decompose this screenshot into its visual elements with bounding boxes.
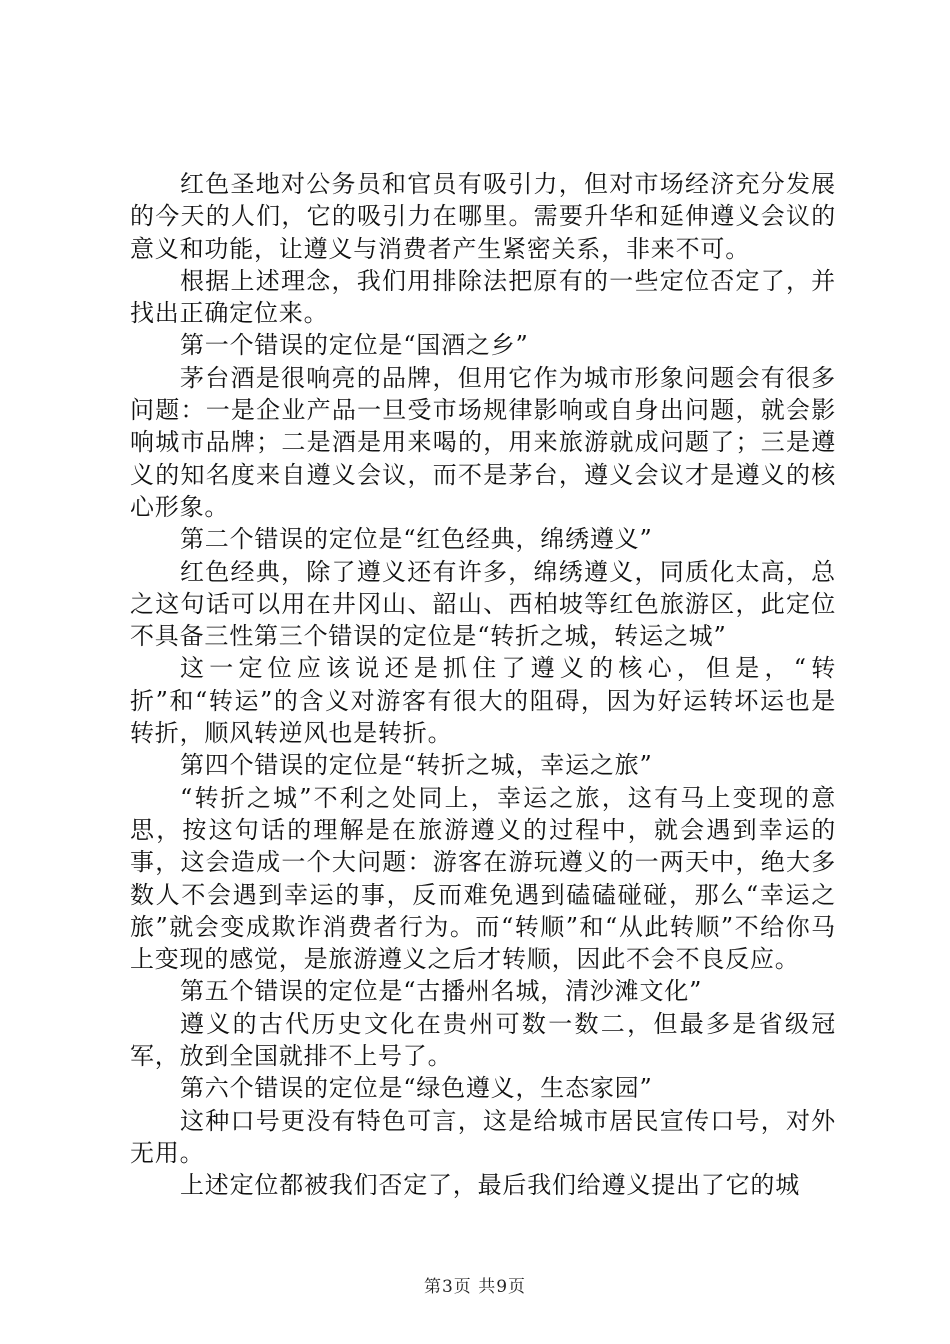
paragraph: 茅台酒是很响亮的品牌，但用它作为城市形象问题会有很多问题：一是企业产品一旦受市场规律影响或自身出问题，就会影响城市品牌；二是酒是用来喝的，用来旅游就成问题了；三是遵义的知名度来自遵义会议，而不是茅台，遵义会议才是遵义的核心形象。 [130, 363, 836, 521]
section-heading: 第一个错误的定位是“国酒之乡” [180, 331, 529, 360]
section-heading: 第六个错误的定位是“绿色遵义，生态家园” [180, 1074, 653, 1103]
section-heading: 第五个错误的定位是“古播州名城，清沙滩文化” [180, 977, 703, 1006]
section-heading: 第四个错误的定位是“转折之城，幸运之旅” [180, 751, 653, 780]
paragraph: 这一定位应该说还是抓住了遵义的核心，但是，“转折”和“转运”的含义对游客有很大的阻碍，因为好运转坏运也是转折，顺风转逆风也是转折。 [130, 654, 836, 748]
paragraph: 根据上述理念，我们用排除法把原有的一些定位否定了，并找出正确定位来。 [130, 266, 836, 328]
paragraph: 这种口号更没有特色可言，这是给城市居民宣传口号，对外无用。 [130, 1106, 836, 1167]
paragraph: 遵义的古代历史文化在贵州可数一数二，但最多是省级冠军，放到全国就排不上号了。 [130, 1009, 836, 1071]
document-body [130, 168, 836, 1202]
page-number-footer: 第3页 共9页 [423, 1277, 527, 1297]
section-heading: 第二个错误的定位是“红色经典，绵绣遵义” [180, 525, 653, 554]
paragraph: “转折之城”不利之处同上，幸运之旅，这有马上变现的意思，按这句话的理解是在旅游遵义的过程中，就会遇到幸运的事，这会造成一个大问题：游客在游玩遵义的一两天中，绝大多数人不会遇到幸运的事，反而难免遇到磕磕碰碰，那么“幸运之旅”就会变成欺诈消费者行为。而“转顺”和“从此转顺”不给你马上变现的感觉，是旅游遵义之后才转顺，因此不会不良反应。 [130, 783, 836, 974]
paragraph: 上述定位都被我们否定了，最后我们给遵义提出了它的城 [180, 1171, 800, 1200]
paragraph: 红色经典，除了遵义还有许多，绵绣遵义，同质化太高，总之这句话可以用在井冈山、韶山、西柏坡等红色旅游区，此定位不具备三性第三个错误的定位是“转折之城，转运之城” [130, 557, 836, 651]
paragraph: 红色圣地对公务员和官员有吸引力，但对市场经济充分发展的今天的人们，它的吸引力在哪里。需要升华和延伸遵义会议的意义和功能，让遵义与消费者产生紧密关系，非来不可。 [130, 170, 836, 263]
